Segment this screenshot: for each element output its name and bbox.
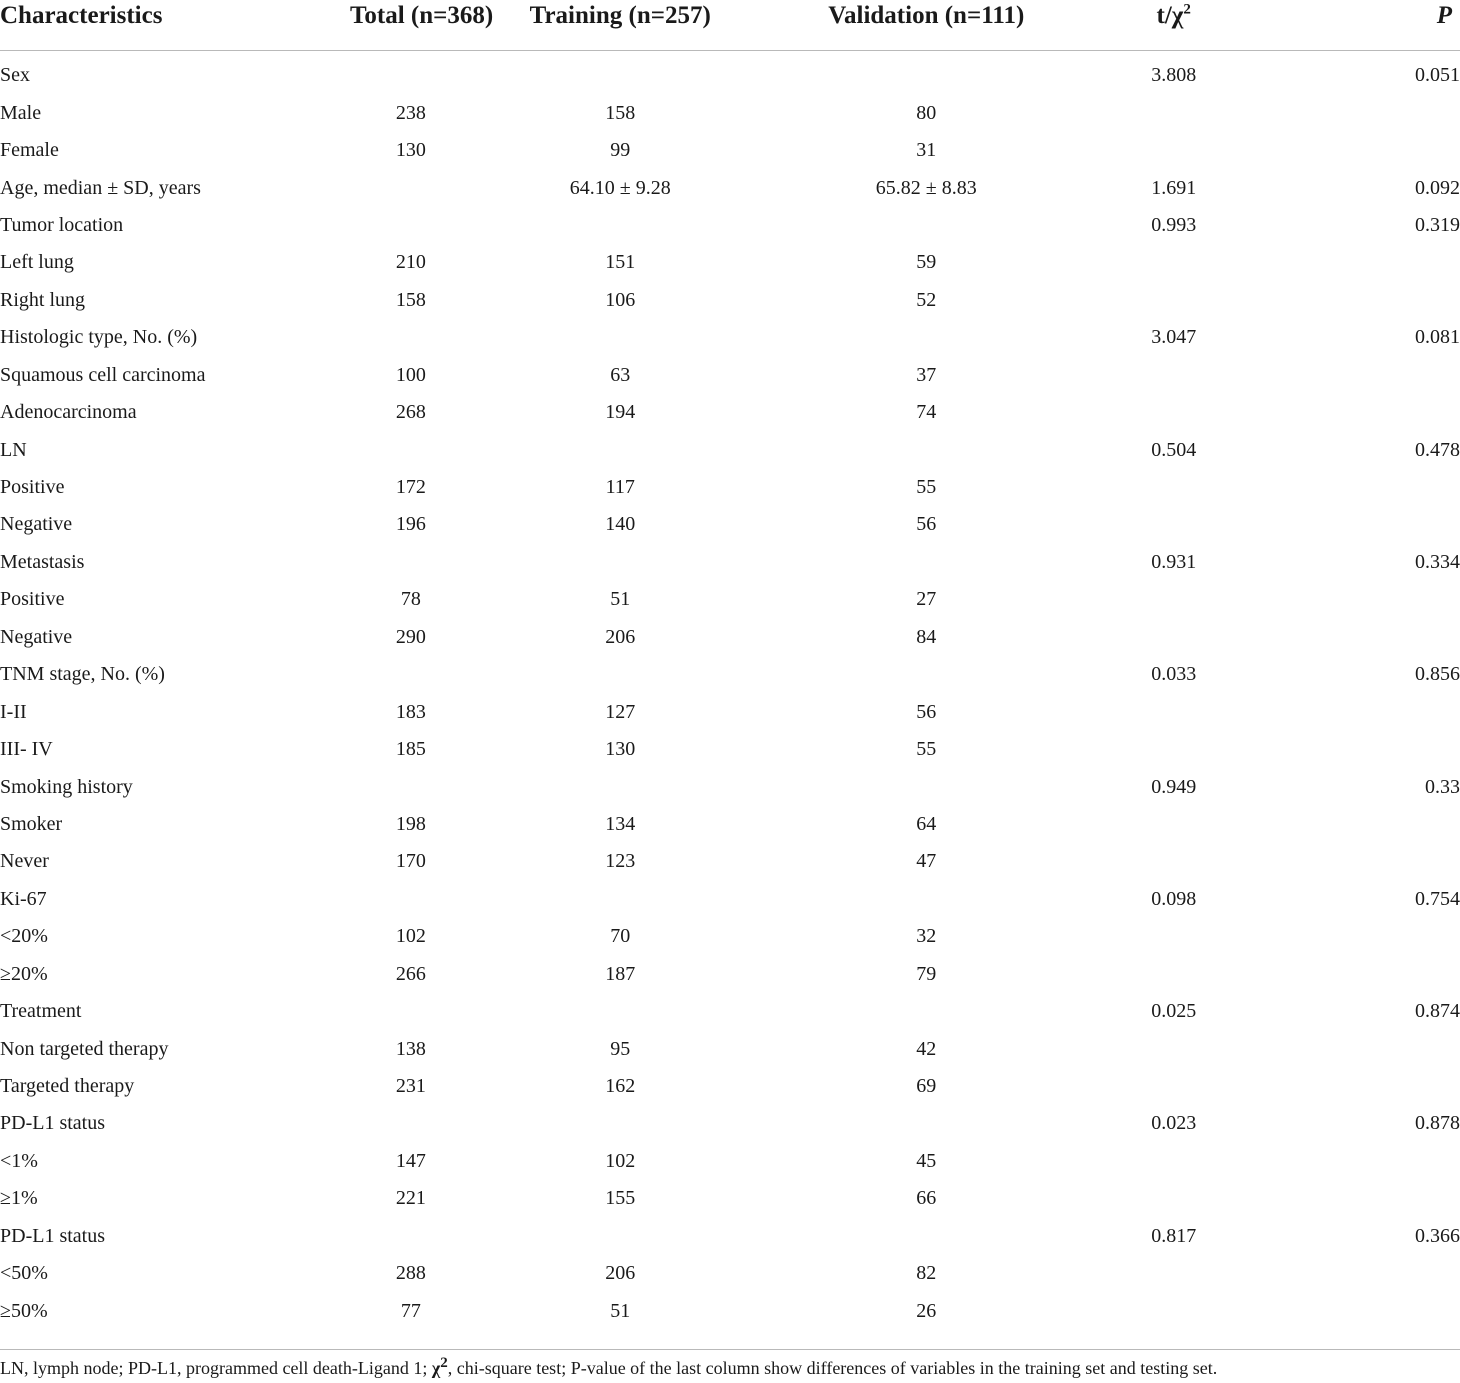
validation-cell: 56 xyxy=(916,513,937,536)
training-cell xyxy=(493,993,747,1030)
total-cell xyxy=(328,1218,493,1255)
characteristic-cell: Female xyxy=(0,139,59,162)
total-cell xyxy=(328,1105,493,1142)
characteristic-cell: Age, median ± SD, years xyxy=(0,176,201,199)
validation-cell: 82 xyxy=(916,1262,937,1285)
statistic-cell xyxy=(1105,1143,1242,1180)
statistic-cell xyxy=(1105,394,1242,431)
statistic-cell: 1.691 xyxy=(1151,176,1197,199)
characteristic-cell: Positive xyxy=(0,588,65,611)
total-cell xyxy=(328,207,493,244)
characteristic-cell: Negative xyxy=(0,513,73,536)
p-value-cell xyxy=(1242,956,1460,993)
validation-cell: 59 xyxy=(916,251,937,274)
statistic-cell: 0.993 xyxy=(1151,213,1197,236)
statistic-cell: 3.047 xyxy=(1151,326,1197,349)
p-value-cell: 0.754 xyxy=(1415,887,1460,910)
characteristic-cell: Histologic type, No. (%) xyxy=(0,326,198,349)
characteristic-cell: <1% xyxy=(0,1149,38,1172)
training-cell xyxy=(493,207,747,244)
table-row xyxy=(0,881,1460,918)
statistic-cell xyxy=(1105,1180,1242,1217)
statistic-cell xyxy=(1105,1292,1242,1329)
statistic-cell: 0.025 xyxy=(1151,1000,1197,1023)
total-cell xyxy=(328,544,493,581)
header-row xyxy=(0,0,1460,51)
statistic-cell xyxy=(1105,918,1242,955)
statistic-cell xyxy=(1105,1068,1242,1105)
statistic-cell xyxy=(1105,843,1242,880)
p-value-cell xyxy=(1242,619,1460,656)
validation-cell xyxy=(747,881,1105,918)
validation-cell: 80 xyxy=(916,101,937,124)
p-value-cell: 0.33 xyxy=(1425,775,1460,798)
statistic-cell: 0.931 xyxy=(1151,550,1197,573)
statistic-cell xyxy=(1105,956,1242,993)
training-cell: 151 xyxy=(605,251,636,274)
total-cell: 147 xyxy=(395,1149,426,1172)
statistic-cell: 0.817 xyxy=(1151,1224,1197,1247)
p-value-cell: 0.319 xyxy=(1415,213,1460,236)
statistic-cell xyxy=(1105,506,1242,543)
p-value-cell xyxy=(1242,693,1460,730)
table-row xyxy=(0,544,1460,581)
training-cell: 162 xyxy=(605,1075,636,1098)
training-cell: 130 xyxy=(605,738,636,761)
validation-cell xyxy=(747,544,1105,581)
p-value-cell xyxy=(1242,806,1460,843)
table-row xyxy=(0,94,1460,131)
p-value-cell xyxy=(1242,581,1460,618)
table-row xyxy=(0,1218,1460,1255)
header-total: Total (n=368) xyxy=(349,2,494,29)
p-value-cell xyxy=(1242,1030,1460,1067)
characteristic-cell: Metastasis xyxy=(0,550,85,573)
training-cell: 127 xyxy=(605,700,636,723)
characteristic-cell: Tumor location xyxy=(0,213,124,236)
p-value-cell xyxy=(1242,1292,1460,1329)
characteristic-cell: Targeted therapy xyxy=(0,1075,135,1098)
statistic-cell xyxy=(1105,469,1242,506)
table-row xyxy=(0,843,1460,880)
table-row xyxy=(0,619,1460,656)
header-statistic-label: t/χ xyxy=(1156,2,1184,29)
p-value-cell xyxy=(1242,1180,1460,1217)
validation-cell: 45 xyxy=(916,1149,937,1172)
characteristic-cell: ≥50% xyxy=(0,1299,48,1322)
validation-cell xyxy=(747,1218,1105,1255)
table-row xyxy=(0,469,1460,506)
p-value-cell xyxy=(1242,244,1460,281)
training-cell xyxy=(493,656,747,693)
validation-cell: 37 xyxy=(916,363,937,386)
characteristic-cell: Ki-67 xyxy=(0,887,47,910)
total-cell: 266 xyxy=(395,962,426,985)
total-cell: 172 xyxy=(395,476,426,499)
training-cell xyxy=(493,881,747,918)
table-row xyxy=(0,1068,1460,1105)
total-cell xyxy=(328,319,493,356)
table-row xyxy=(0,768,1460,805)
validation-cell xyxy=(747,993,1105,1030)
validation-cell: 52 xyxy=(916,288,937,311)
total-cell: 231 xyxy=(395,1075,426,1098)
training-cell: 158 xyxy=(605,101,636,124)
total-cell xyxy=(328,768,493,805)
training-cell: 155 xyxy=(605,1187,636,1210)
characteristic-cell: Squamous cell carcinoma xyxy=(0,363,206,386)
statistic-cell xyxy=(1105,1030,1242,1067)
validation-cell xyxy=(747,656,1105,693)
characteristic-cell: LN xyxy=(0,438,27,461)
training-cell: 102 xyxy=(605,1149,636,1172)
header-characteristics: Characteristics xyxy=(0,2,163,29)
total-cell: 198 xyxy=(395,812,426,835)
characteristic-cell: I-II xyxy=(0,700,27,723)
training-cell xyxy=(493,1105,747,1142)
characteristic-cell: Treatment xyxy=(0,1000,82,1023)
training-cell: 106 xyxy=(605,288,636,311)
table-row xyxy=(0,207,1460,244)
table-row xyxy=(0,357,1460,394)
validation-cell xyxy=(747,431,1105,468)
table-row xyxy=(0,693,1460,730)
table-row xyxy=(0,806,1460,843)
training-cell: 64.10 ± 9.28 xyxy=(569,176,671,199)
p-value-cell xyxy=(1242,843,1460,880)
total-cell: 185 xyxy=(395,738,426,761)
validation-cell: 27 xyxy=(916,588,937,611)
total-cell: 138 xyxy=(395,1037,426,1060)
p-value-cell: 0.051 xyxy=(1415,64,1460,87)
total-cell: 196 xyxy=(395,513,426,536)
validation-cell xyxy=(747,207,1105,244)
table-row xyxy=(0,918,1460,955)
characteristic-cell: PD-L1 status xyxy=(0,1112,105,1135)
table-row xyxy=(0,1030,1460,1067)
table-row xyxy=(0,956,1460,993)
total-cell: 221 xyxy=(395,1187,426,1210)
total-cell: 290 xyxy=(395,625,426,648)
total-cell: 170 xyxy=(395,850,426,873)
p-value-cell xyxy=(1242,1255,1460,1292)
training-cell xyxy=(493,768,747,805)
training-cell: 117 xyxy=(605,476,635,499)
characteristic-cell: Adenocarcinoma xyxy=(0,401,137,424)
table-footnote xyxy=(0,1349,1460,1379)
statistic-cell xyxy=(1105,94,1242,131)
training-cell xyxy=(493,1218,747,1255)
characteristic-cell: Positive xyxy=(0,476,65,499)
statistic-cell xyxy=(1105,806,1242,843)
characteristic-cell: PD-L1 status xyxy=(0,1224,105,1247)
total-cell: 183 xyxy=(395,700,426,723)
validation-cell: 64 xyxy=(916,812,937,835)
characteristic-cell: Never xyxy=(0,850,49,873)
total-cell: 288 xyxy=(395,1262,426,1285)
table-row xyxy=(0,319,1460,356)
training-cell: 206 xyxy=(605,1262,636,1285)
validation-cell xyxy=(747,319,1105,356)
characteristic-cell: Right lung xyxy=(0,288,86,311)
training-cell xyxy=(493,431,747,468)
training-cell: 51 xyxy=(610,1299,631,1322)
p-value-cell: 0.081 xyxy=(1415,326,1460,349)
training-cell: 63 xyxy=(610,363,631,386)
validation-cell: 56 xyxy=(916,700,937,723)
statistic-cell xyxy=(1105,619,1242,656)
statistic-cell: 0.949 xyxy=(1151,775,1197,798)
statistic-cell xyxy=(1105,731,1242,768)
footnote-chi: χ xyxy=(431,1358,441,1378)
validation-cell: 42 xyxy=(916,1037,937,1060)
training-cell xyxy=(493,319,747,356)
table-row xyxy=(0,506,1460,543)
table-row xyxy=(0,132,1460,169)
total-cell: 77 xyxy=(400,1299,421,1322)
total-cell xyxy=(328,51,493,95)
statistic-cell xyxy=(1105,244,1242,281)
p-value-cell: 0.856 xyxy=(1415,663,1460,686)
footnote-chi-superscript: 2 xyxy=(440,1355,448,1371)
training-cell xyxy=(493,51,747,95)
characteristic-cell: Male xyxy=(0,101,42,124)
table-row xyxy=(0,1255,1460,1292)
total-cell: 210 xyxy=(395,251,426,274)
characteristic-cell: <50% xyxy=(0,1262,48,1285)
training-cell: 99 xyxy=(610,139,631,162)
table-body xyxy=(0,51,1460,1330)
table-row xyxy=(0,51,1460,95)
validation-cell: 55 xyxy=(916,476,937,499)
validation-cell xyxy=(747,768,1105,805)
total-cell xyxy=(328,993,493,1030)
p-value-cell xyxy=(1242,731,1460,768)
table-row xyxy=(0,1143,1460,1180)
characteristic-cell: <20% xyxy=(0,925,48,948)
statistic-cell xyxy=(1105,693,1242,730)
p-value-cell: 0.092 xyxy=(1415,176,1460,199)
table-row xyxy=(0,1105,1460,1142)
statistic-cell xyxy=(1105,282,1242,319)
statistic-cell xyxy=(1105,132,1242,169)
total-cell: 238 xyxy=(395,101,426,124)
characteristic-cell: Smoker xyxy=(0,812,63,835)
table-row xyxy=(0,169,1460,206)
validation-cell: 65.82 ± 8.83 xyxy=(875,176,977,199)
training-cell: 140 xyxy=(605,513,636,536)
validation-cell: 74 xyxy=(916,401,937,424)
p-value-cell: 0.334 xyxy=(1415,550,1460,573)
training-cell: 194 xyxy=(605,401,636,424)
table-row xyxy=(0,244,1460,281)
characteristic-cell: Non targeted therapy xyxy=(0,1037,169,1060)
training-cell: 206 xyxy=(605,625,636,648)
training-cell: 70 xyxy=(610,925,631,948)
statistic-cell: 0.023 xyxy=(1151,1112,1197,1135)
table-row xyxy=(0,1292,1460,1329)
total-cell xyxy=(328,881,493,918)
characteristic-cell: Negative xyxy=(0,625,73,648)
p-value-cell xyxy=(1242,394,1460,431)
header-p-value: P xyxy=(1436,2,1452,29)
p-value-cell: 0.874 xyxy=(1415,1000,1460,1023)
total-cell: 158 xyxy=(395,288,426,311)
p-value-cell xyxy=(1242,282,1460,319)
validation-cell: 79 xyxy=(916,962,937,985)
table-row xyxy=(0,282,1460,319)
total-cell: 100 xyxy=(395,363,426,386)
statistic-cell: 0.098 xyxy=(1151,887,1197,910)
total-cell xyxy=(328,656,493,693)
table-row xyxy=(0,581,1460,618)
header-statistic xyxy=(1105,0,1242,51)
validation-cell: 55 xyxy=(916,738,937,761)
total-cell xyxy=(328,169,493,206)
training-cell: 51 xyxy=(610,588,631,611)
statistic-cell: 0.033 xyxy=(1151,663,1197,686)
table-row xyxy=(0,394,1460,431)
statistic-cell xyxy=(1105,357,1242,394)
validation-cell: 31 xyxy=(916,139,937,162)
training-cell: 123 xyxy=(605,850,636,873)
training-cell: 187 xyxy=(605,962,636,985)
validation-cell: 66 xyxy=(916,1187,937,1210)
validation-cell: 26 xyxy=(916,1299,937,1322)
characteristic-cell: Left lung xyxy=(0,251,74,274)
table-row xyxy=(0,656,1460,693)
characteristic-cell: TNM stage, No. (%) xyxy=(0,663,165,686)
header-statistic-superscript: 2 xyxy=(1183,1,1191,18)
characteristic-cell: Smoking history xyxy=(0,775,133,798)
validation-cell xyxy=(747,51,1105,95)
footnote-text-1: LN, lymph node; PD-L1, programmed cell death-Ligand 1; xyxy=(0,1358,432,1378)
p-value-cell xyxy=(1242,357,1460,394)
p-value-cell xyxy=(1242,132,1460,169)
statistic-cell: 3.808 xyxy=(1151,64,1197,87)
header-training: Training (n=257) xyxy=(529,2,711,29)
characteristic-cell: ≥20% xyxy=(0,962,48,985)
validation-cell: 84 xyxy=(916,625,937,648)
characteristic-cell: ≥1% xyxy=(0,1187,38,1210)
validation-cell: 32 xyxy=(916,925,937,948)
footnote-text-2: , chi-square test; P-value of the last column show differences of variables in the training set and testing set. xyxy=(447,1358,1218,1378)
training-cell xyxy=(493,544,747,581)
training-cell: 134 xyxy=(605,812,636,835)
total-cell: 78 xyxy=(400,588,421,611)
validation-cell: 69 xyxy=(916,1075,937,1098)
p-value-cell: 0.878 xyxy=(1415,1112,1460,1135)
table-row xyxy=(0,993,1460,1030)
p-value-cell: 0.366 xyxy=(1415,1224,1460,1247)
p-value-cell xyxy=(1242,94,1460,131)
characteristic-cell: Sex xyxy=(0,64,30,87)
header-validation: Validation (n=111) xyxy=(828,2,1025,29)
table-header xyxy=(0,0,1460,51)
statistic-cell xyxy=(1105,581,1242,618)
training-cell: 95 xyxy=(610,1037,631,1060)
p-value-cell xyxy=(1242,1143,1460,1180)
table-row xyxy=(0,431,1460,468)
p-value-cell xyxy=(1242,918,1460,955)
validation-cell: 47 xyxy=(916,850,937,873)
p-value-cell: 0.478 xyxy=(1415,438,1460,461)
table-row xyxy=(0,731,1460,768)
validation-cell xyxy=(747,1105,1105,1142)
characteristic-cell: III- IV xyxy=(0,738,53,761)
p-value-cell xyxy=(1242,506,1460,543)
total-cell: 130 xyxy=(395,139,426,162)
statistic-cell xyxy=(1105,1255,1242,1292)
table-row xyxy=(0,1180,1460,1217)
total-cell xyxy=(328,431,493,468)
total-cell: 268 xyxy=(395,401,426,424)
p-value-cell xyxy=(1242,1068,1460,1105)
total-cell: 102 xyxy=(395,925,426,948)
statistic-cell: 0.504 xyxy=(1151,438,1197,461)
p-value-cell xyxy=(1242,469,1460,506)
